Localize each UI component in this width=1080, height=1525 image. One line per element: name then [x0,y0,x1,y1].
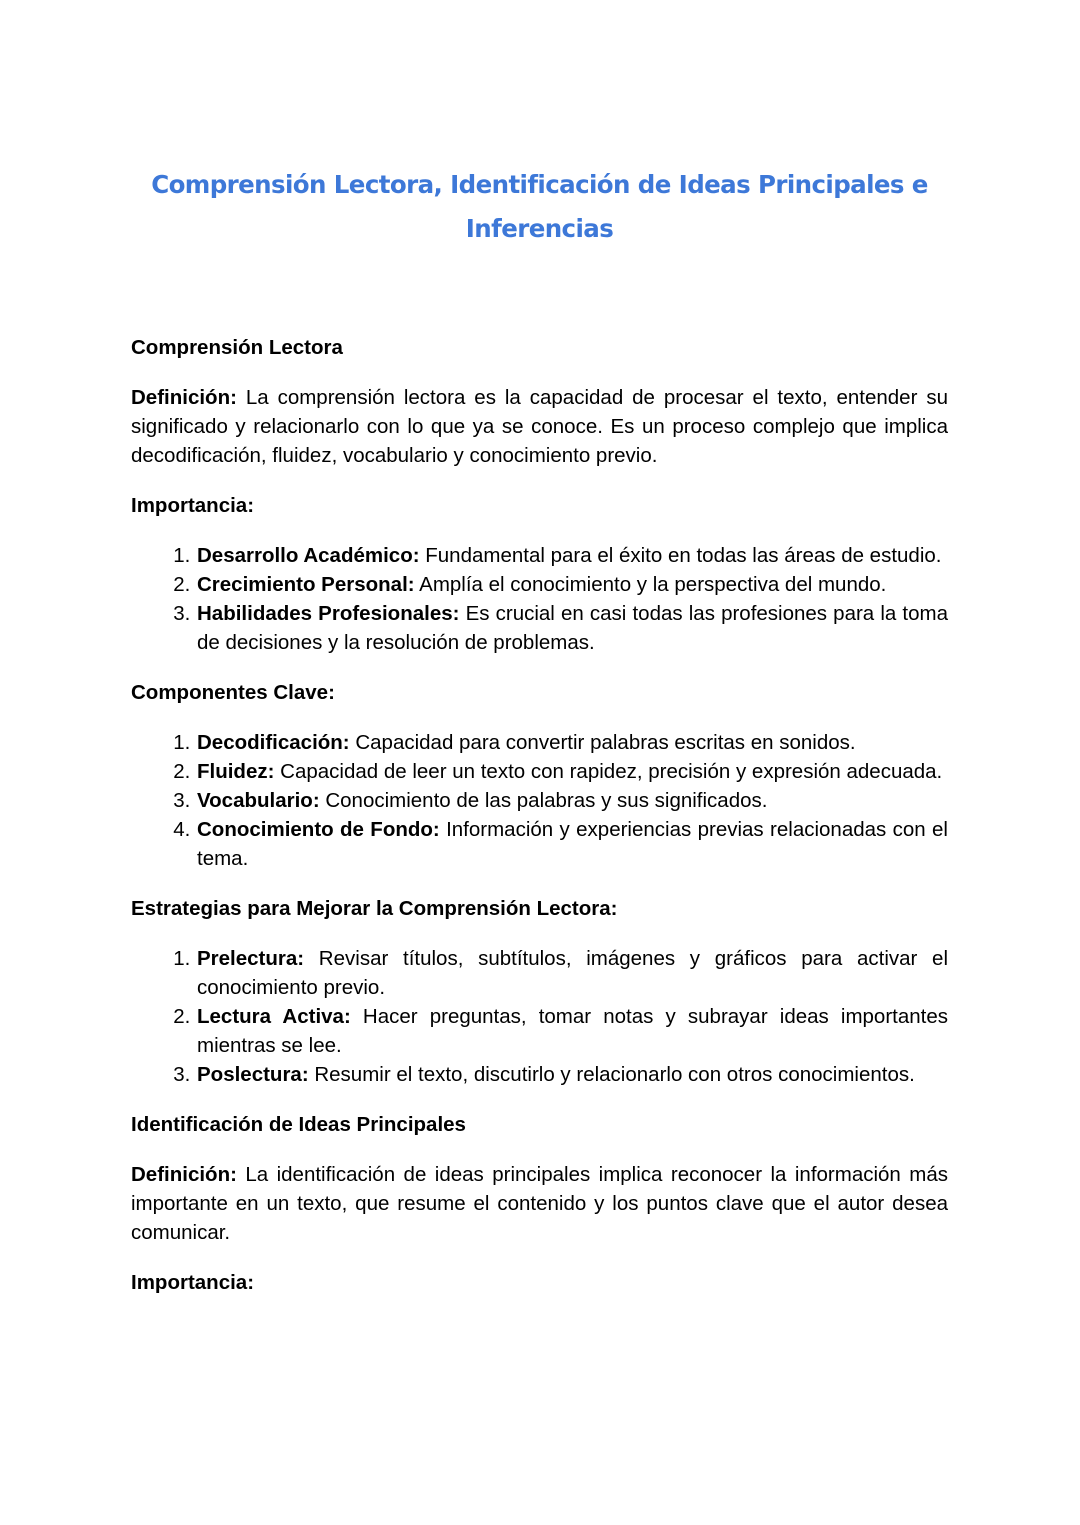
list-item-text: Capacidad de leer un texto con rapidez, precisión y expresión adecuada. [274,760,943,783]
definition-label: Definición: [131,386,237,409]
list-item-term: Crecimiento Personal: [197,573,415,596]
section-ideas-principales [131,1110,948,1297]
components-label: Componentes Clave: [131,681,335,704]
definition-paragraph [131,1160,948,1247]
list-item-text: Resumir el texto, discutirlo y relacionarlo con otros conocimientos. [308,1063,915,1086]
list-item-text: Hacer preguntas, tomar notas y subrayar ideas importantes mientras se lee. [197,1005,949,1057]
definition-label: Definición: [131,1163,237,1186]
section-heading: Comprensión Lectora [131,336,343,359]
list-item-text: Conocimiento de las palabras y sus significados. [319,789,768,812]
list-item [196,815,948,873]
list-item-term: Desarrollo Académico: [197,544,420,567]
list-item-text: Capacidad para convertir palabras escritas en sonidos. [349,731,856,754]
section-heading: Identificación de Ideas Principales [131,1113,466,1136]
importance-list [131,541,948,657]
list-item-term: Lectura Activa: [197,1005,351,1028]
list-item [196,1002,948,1060]
list-item [196,757,948,786]
strategies-list [131,944,948,1089]
section-comprension-lectora [131,333,948,1089]
list-item-term: Conocimiento de Fondo: [197,818,440,841]
definition-text: La identificación de ideas principales implica reconocer la información más importante en un texto, que resume el contenido y los puntos clave que el autor desea comunicar. [131,1163,948,1244]
list-item-text: Revisar títulos, subtítulos, imágenes y gráficos para activar el conocimiento previo. [197,947,948,999]
list-item-term: Fluidez: [197,760,275,783]
list-item-term: Poslectura: [197,1063,309,1086]
document-title: Comprensión Lectora, Identificación de Ideas Principales e Inferencias [151,170,928,243]
list-item-term: Prelectura: [197,947,305,970]
list-item-text: Amplía el conocimiento y la perspectiva del mundo. [414,573,887,596]
list-item [196,728,948,757]
definition-text: La comprensión lectora es la capacidad de procesar el texto, entender su significado y relacionarlo con lo que ya se conoce. Es un proceso complejo que implica decodificación, fluidez, vocabulario y conocimiento previo. [131,386,948,467]
list-item-term: Decodificación: [197,731,350,754]
importance-label: Importancia: [131,1271,255,1294]
strategies-label: Estrategias para Mejorar la Comprensión Lectora: [131,897,618,920]
list-item-term: Vocabulario: [197,789,320,812]
list-item-text: Es crucial en casi todas las profesiones para la toma de decisiones y la resolución de problemas. [197,602,948,654]
list-item [196,944,948,1002]
list-item [196,786,948,815]
list-item-term: Habilidades Profesionales: [197,602,460,625]
list-item-text: Información y experiencias previas relacionadas con el tema. [197,818,948,870]
importance-label: Importancia: [131,494,255,517]
list-item [196,570,948,599]
definition-paragraph [131,383,948,470]
components-list [131,728,948,873]
list-item [196,599,948,657]
list-item [196,1060,948,1089]
list-item-text: Fundamental para el éxito en todas las áreas de estudio. [419,544,942,567]
list-item [196,541,948,570]
